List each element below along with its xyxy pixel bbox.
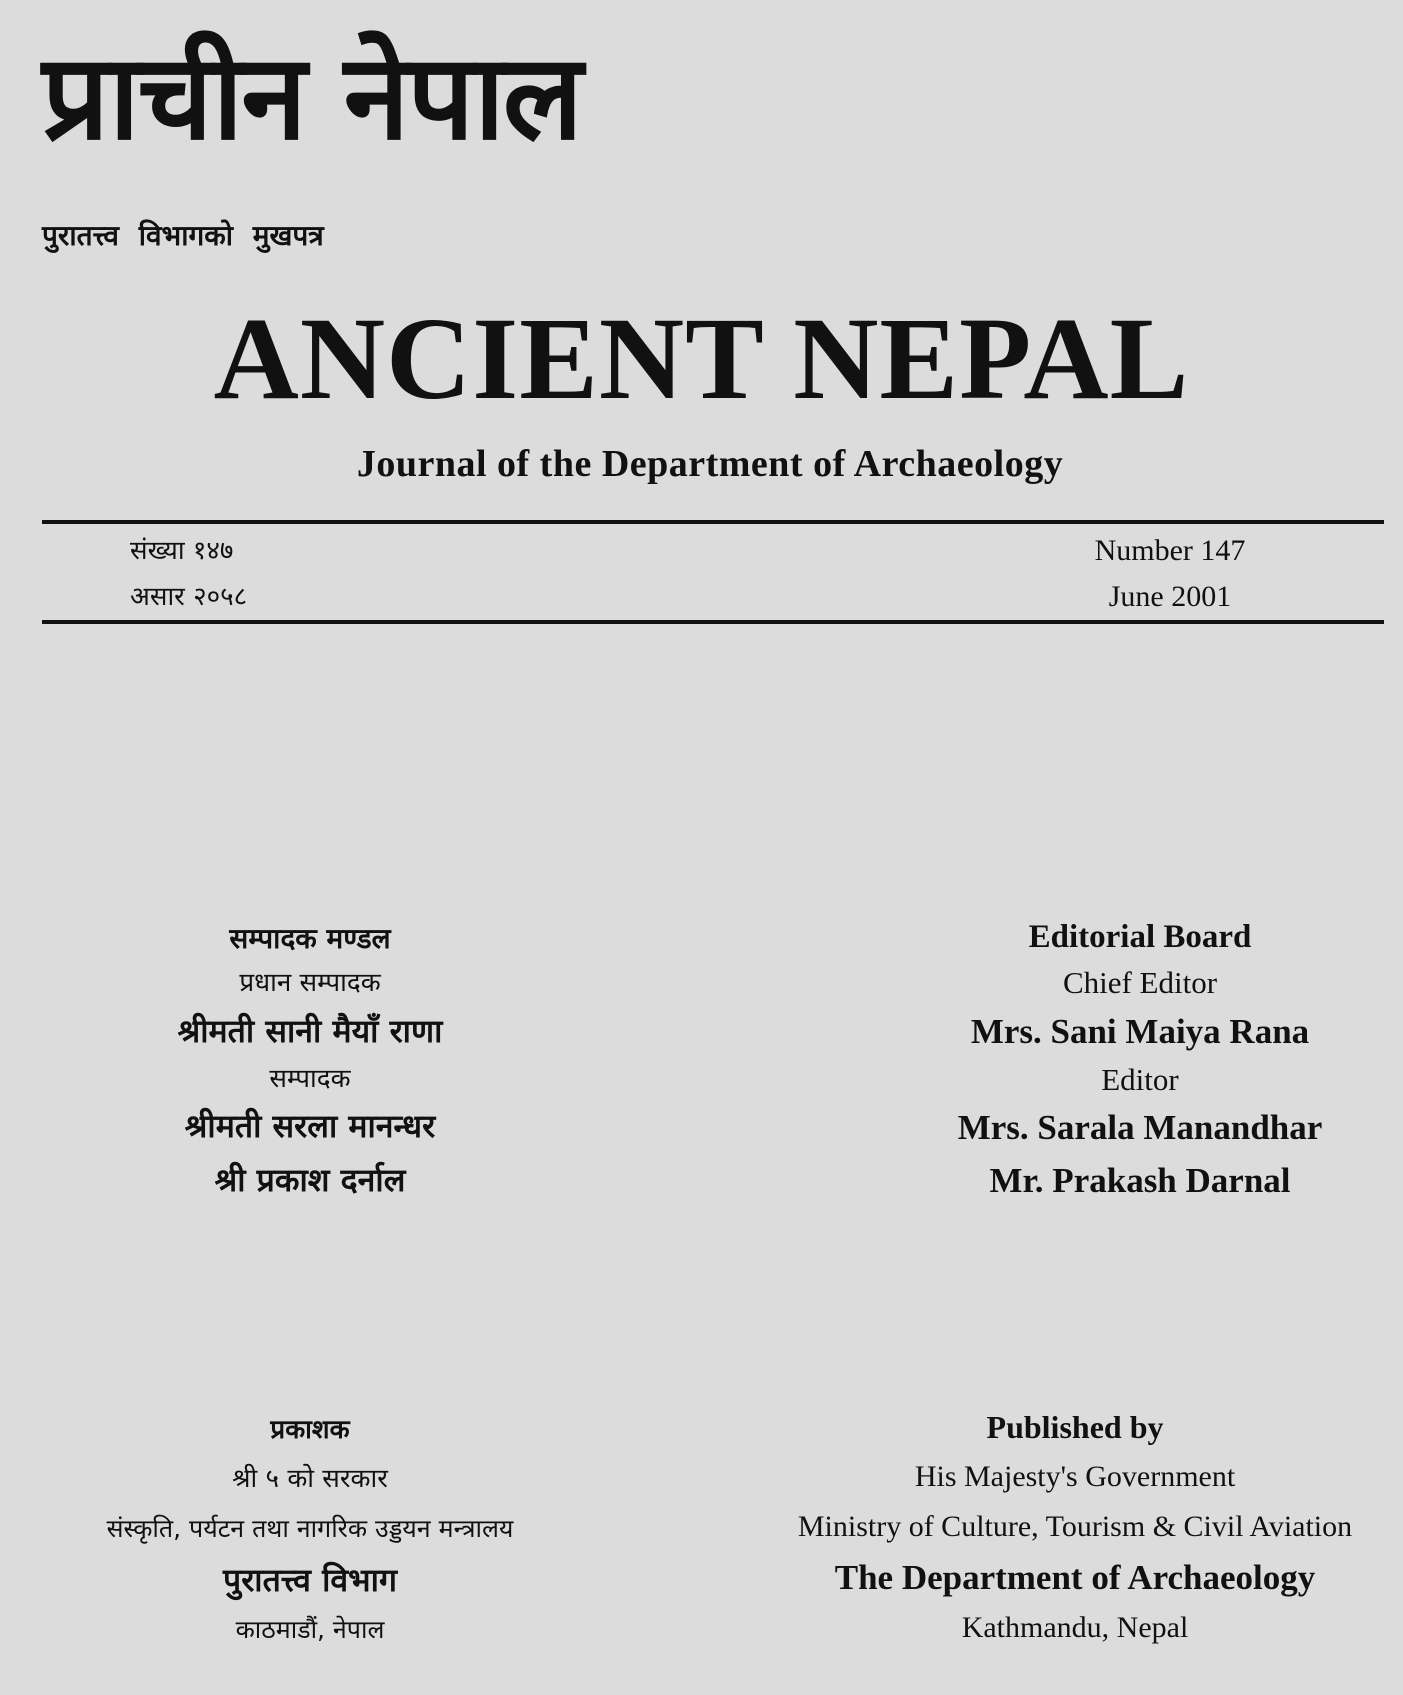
publisher-line-1: His Majesty's Government <box>914 1460 1236 1493</box>
editorial-heading-nepali: सम्पादक मण्डल <box>229 922 391 955</box>
english-masthead-title: ANCIENT NEPAL <box>213 293 1190 424</box>
editor-2-name: Mr. Prakash Darnal <box>989 1161 1291 1200</box>
issue-number-nepali: संख्या १४७ <box>130 536 234 566</box>
publisher-line-4: Kathmandu, Nepal <box>961 1611 1189 1644</box>
issue-info-english <box>1050 528 1290 620</box>
editor-2-name-nepali: श्री प्रकाश दर्नाल <box>214 1161 406 1199</box>
nepali-masthead-subtitle: पुरातत्त्व विभागको मुखपत्र <box>42 219 324 252</box>
publisher-line-1-nepali: श्री ५ को सरकार <box>232 1464 388 1494</box>
editor-1-name: Mrs. Sarala Manandhar <box>957 1108 1323 1147</box>
chief-editor-name-nepali: श्रीमती सानी मैयाँ राणा <box>177 1012 443 1050</box>
publisher-english <box>745 1402 1403 1652</box>
publisher-line-3: The Department of Archaeology <box>834 1558 1316 1597</box>
english-masthead-subtitle: Journal of the Department of Archaeology <box>356 443 1064 485</box>
publisher-heading-nepali: प्रकाशक <box>270 1415 350 1445</box>
editorial-board-nepali <box>20 915 600 1207</box>
top-rule <box>42 520 1384 524</box>
publisher-line-2: Ministry of Culture, Tourism & Civil Aviation <box>797 1510 1353 1543</box>
issue-date-nepali: असार २०५८ <box>130 582 248 612</box>
publisher-line-3-nepali: पुरातत्त्व विभाग <box>223 1561 397 1599</box>
issue-info-nepali <box>130 528 247 620</box>
bottom-rule <box>42 620 1384 624</box>
chief-editor-label-nepali: प्रधान सम्पादक <box>239 968 381 998</box>
editorial-board-english <box>830 913 1403 1207</box>
editorial-heading: Editorial Board <box>1028 919 1252 955</box>
publisher-line-2-nepali: संस्कृति, पर्यटन तथा नागरिक उड्डयन मन्त्रालय <box>106 1514 514 1543</box>
chief-editor-name: Mrs. Sani Maiya Rana <box>970 1012 1310 1051</box>
editor-1-name-nepali: श्रीमती सरला मानन्धर <box>184 1107 436 1145</box>
editor-label-nepali: सम्पादक <box>269 1064 351 1094</box>
publisher-heading: Published by <box>986 1409 1164 1445</box>
issue-number: Number 147 <box>1094 534 1246 567</box>
chief-editor-label: Chief Editor <box>1062 965 1218 1000</box>
editor-label: Editor <box>1101 1062 1179 1097</box>
publisher-line-4-nepali: काठमाडौं, नेपाल <box>235 1615 385 1644</box>
issue-date: June 2001 <box>1108 580 1232 613</box>
publisher-nepali <box>20 1406 600 1654</box>
nepali-masthead-title: प्राचीन नेपाल <box>42 27 581 166</box>
